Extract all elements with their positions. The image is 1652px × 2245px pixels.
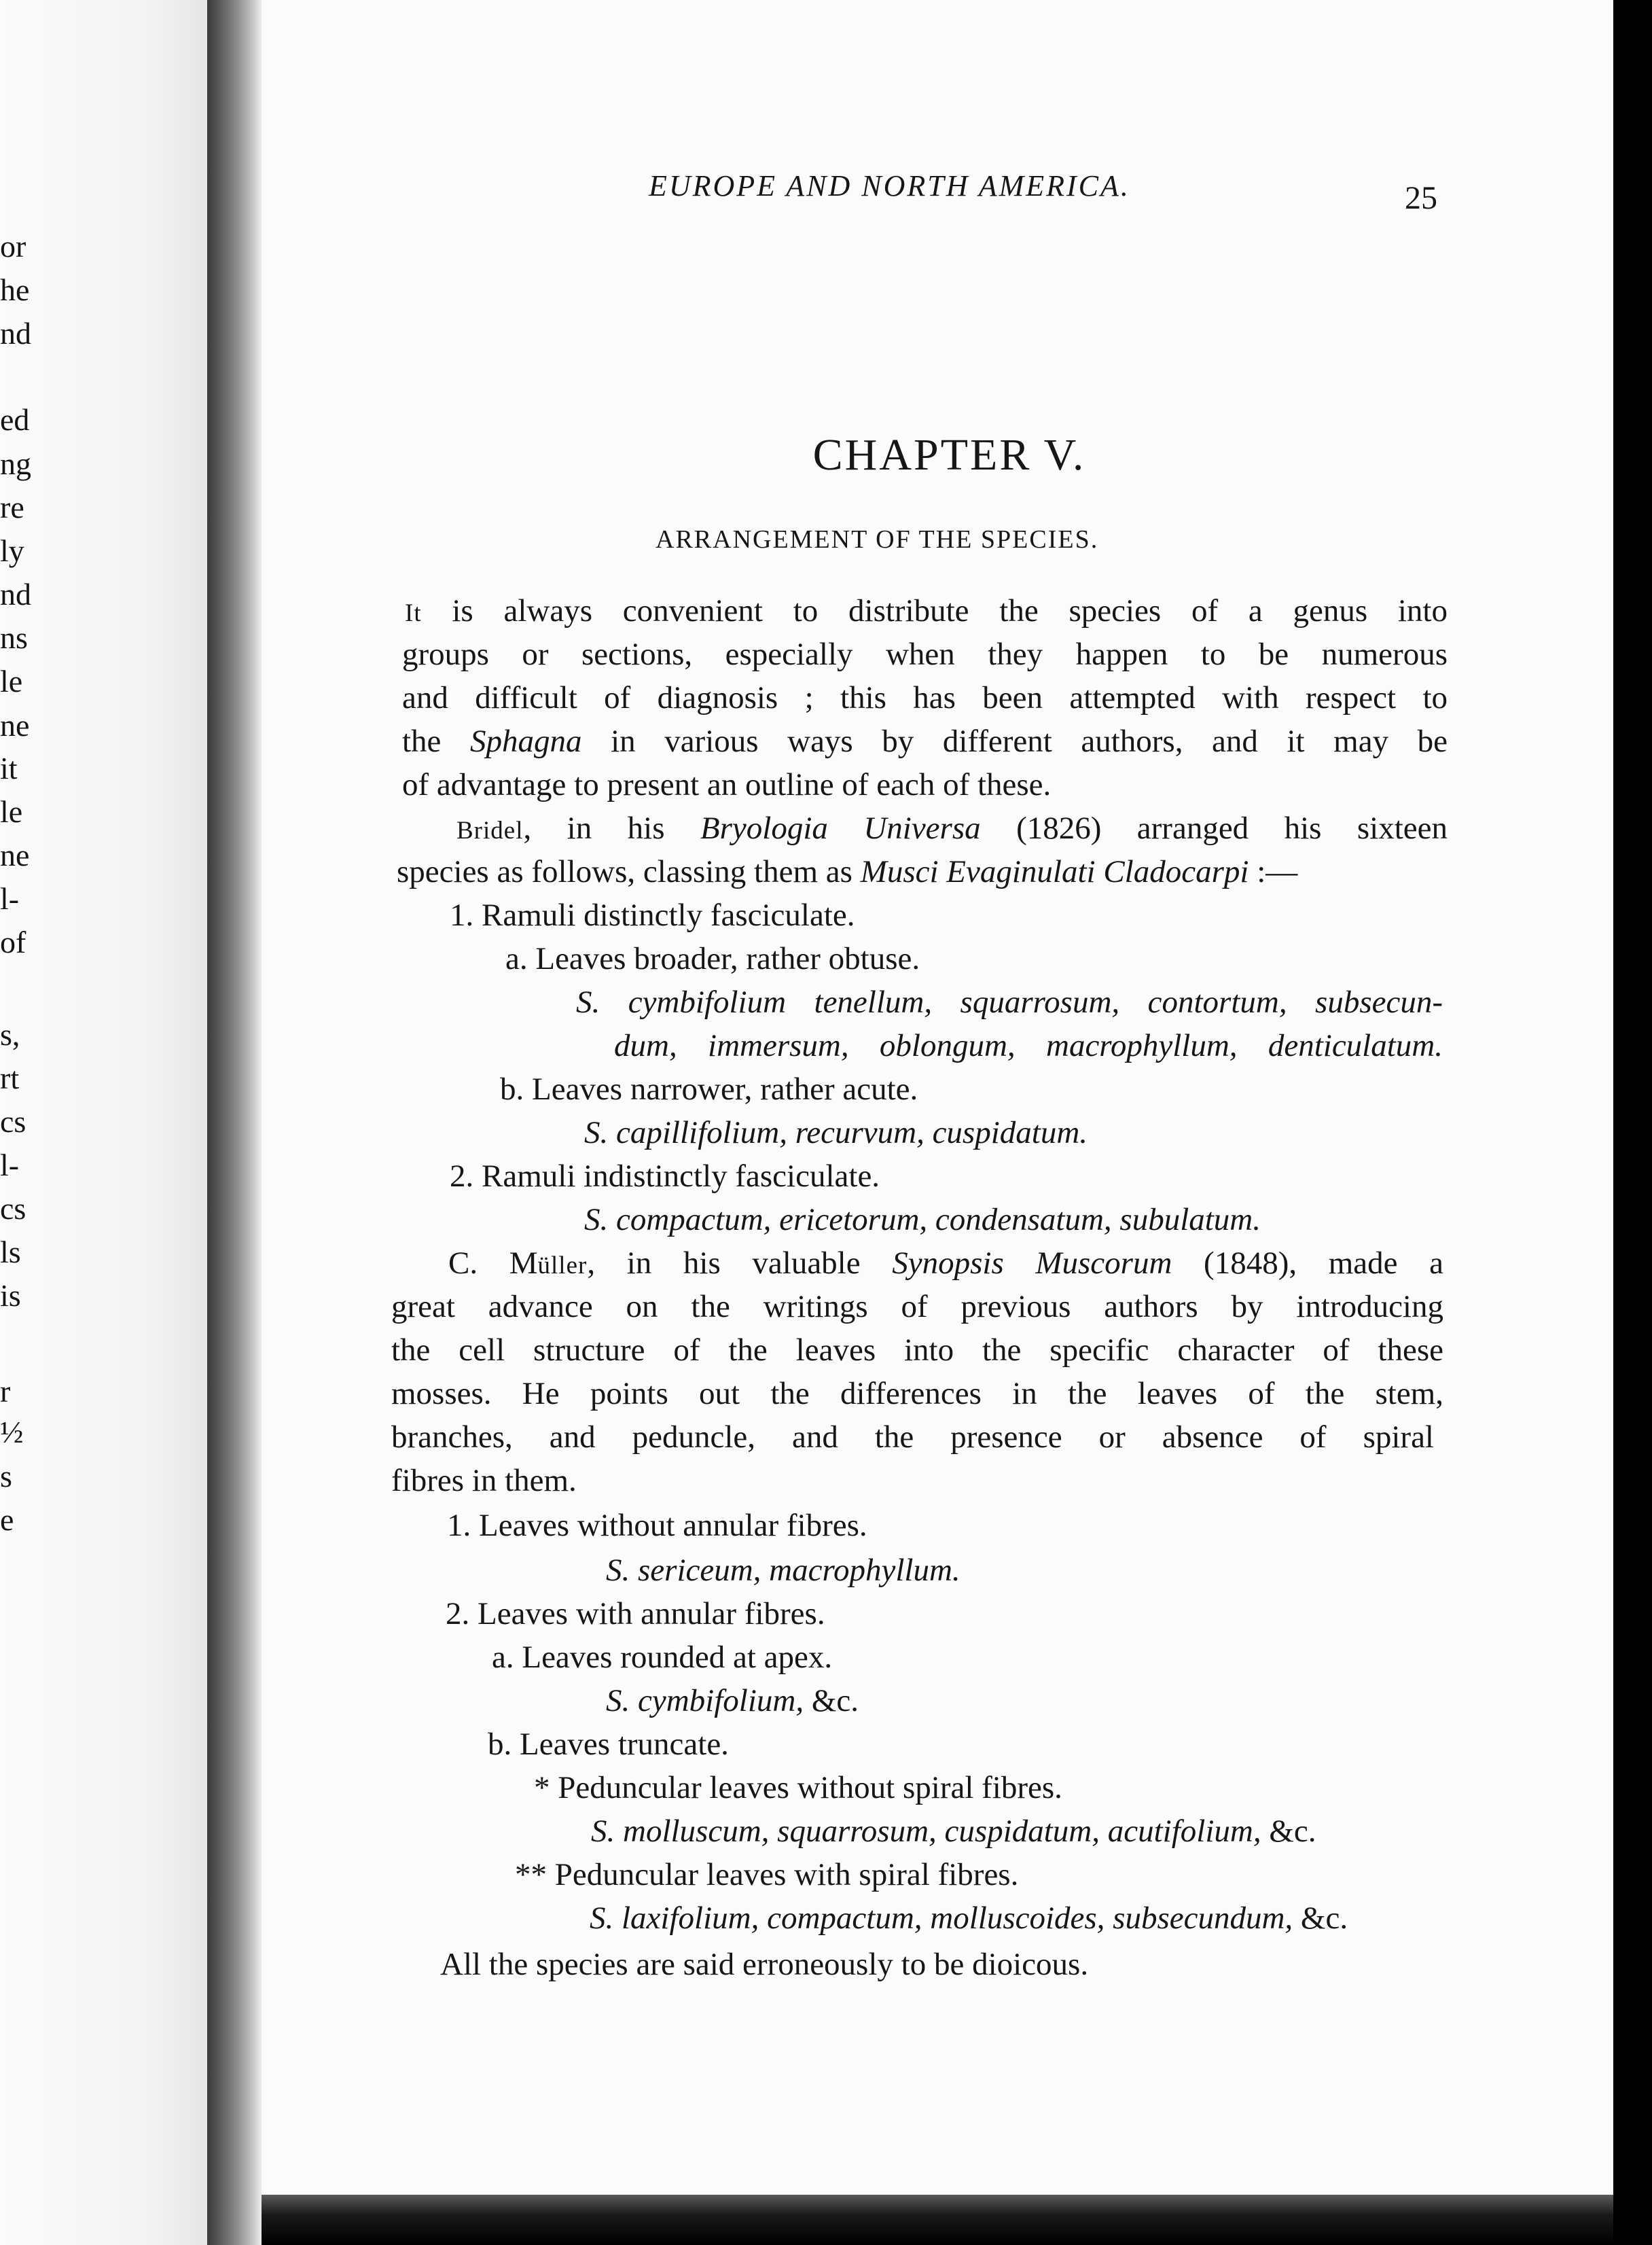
left-page-fragment: nd bbox=[0, 316, 31, 351]
para3-line2: great advance on the writings of previous authors by introducing bbox=[391, 1289, 1443, 1324]
left-page-fragment: s bbox=[0, 1459, 12, 1493]
bridel-author: Bridel bbox=[456, 817, 524, 845]
para2-line1-b: (1826) arranged his sixteen bbox=[980, 811, 1448, 846]
left-page-fragment: ½ bbox=[0, 1415, 24, 1449]
left-page-fragment: he bbox=[0, 272, 30, 307]
para3-line1-italic: Synopsis Muscorum bbox=[892, 1245, 1172, 1281]
muller-item-2a-species-text: S. cymbifolium, bbox=[606, 1683, 804, 1718]
left-page-fragment: ne bbox=[0, 708, 30, 743]
para3-line1-a: , in his valuable bbox=[587, 1245, 893, 1281]
closing-line: All the species are said erroneously to be dioicous. bbox=[440, 1947, 1089, 1982]
scan-edge-bottom bbox=[262, 2195, 1613, 2245]
para3-line5: branches, and peduncle, and the presence or absence of spiral bbox=[391, 1419, 1434, 1455]
scan-edge-right bbox=[1613, 0, 1652, 2245]
muller-item-2b: b. Leaves truncate. bbox=[488, 1727, 729, 1762]
para1-line4-a: the bbox=[402, 724, 470, 759]
muller-item-2a: a. Leaves rounded at apex. bbox=[492, 1640, 833, 1675]
para3-line6: fibres in them. bbox=[391, 1463, 577, 1498]
muller-item-1: 1. Leaves without annular fibres. bbox=[447, 1508, 867, 1543]
para1-line5: of advantage to present an outline of each of these. bbox=[402, 767, 1052, 802]
muller-item-1-species-text: S. sericeum, macrophyllum. bbox=[606, 1553, 960, 1588]
left-page-fragment: or bbox=[0, 229, 26, 264]
para2-line2-italic: Musci Evaginulati Cladocarpi bbox=[860, 854, 1249, 889]
left-page-fragment: r bbox=[0, 1374, 11, 1409]
muller-star-2: ** Peduncular leaves with spiral fibres. bbox=[515, 1857, 1019, 1892]
para1-line1-text: is always convenient to distribute the species of a genus into bbox=[421, 593, 1448, 629]
left-page-fragment: ne bbox=[0, 838, 30, 872]
para2-line1 bbox=[456, 813, 1448, 845]
muller-item-2a-species bbox=[606, 1685, 859, 1717]
left-page-fragment: ed bbox=[0, 402, 30, 437]
left-page-fragment: ls bbox=[0, 1235, 21, 1269]
bridel-item-1b-species-text: S. capillifolium, recurvum, cuspidatum. bbox=[584, 1115, 1088, 1150]
bridel-item-1: 1. Ramuli distinctly fasciculate. bbox=[450, 898, 855, 933]
para2-line2-a: species as follows, classing them as bbox=[397, 854, 861, 889]
muller-author-initial: C. M bbox=[448, 1245, 538, 1281]
left-page-fragment: cs bbox=[0, 1104, 26, 1139]
left-page-fragment: of bbox=[0, 925, 26, 959]
muller-author: üller bbox=[537, 1252, 588, 1279]
para1-line1 bbox=[405, 595, 1448, 627]
left-page-fragment: it bbox=[0, 751, 18, 785]
left-page-fragment: l- bbox=[0, 1148, 20, 1182]
bridel-item-1b: b. Leaves narrower, rather acute. bbox=[500, 1072, 918, 1107]
left-page-fragment: is bbox=[0, 1278, 21, 1313]
para1-line4-italic: Sphagna bbox=[470, 724, 582, 759]
para1-line2: groups or sections, especially when they happen to be numerous bbox=[402, 637, 1448, 672]
chapter-subtitle: ARRANGEMENT OF THE SPECIES. bbox=[656, 525, 1099, 554]
left-facing-page bbox=[0, 0, 207, 2245]
page-number: 25 bbox=[1405, 180, 1437, 216]
chapter-title: CHAPTER V. bbox=[812, 430, 1086, 480]
para1-line4 bbox=[402, 726, 1448, 758]
left-page-fragment: le bbox=[0, 794, 23, 829]
bridel-item-1a-species-1 bbox=[576, 987, 1443, 1019]
binding-gutter bbox=[207, 0, 262, 2245]
bridel-item-1a-species-2 bbox=[614, 1030, 1443, 1062]
para3-line3: the cell structure of the leaves into the specific character of these bbox=[391, 1332, 1443, 1368]
left-page-fragment: nd bbox=[0, 577, 31, 612]
para3-line1-b: (1848), made a bbox=[1172, 1245, 1443, 1281]
bridel-item-2-species-text: S. compactum, ericetorum, condensatum, subulatum. bbox=[584, 1202, 1261, 1237]
muller-item-1-species bbox=[606, 1555, 960, 1587]
muller-star-2-species-text: S. laxifolium, compactum, molluscoides, subsecundum, bbox=[590, 1901, 1293, 1936]
muller-star-1-species-text: S. molluscum, squarrosum, cuspidatum, acutifolium, bbox=[591, 1814, 1261, 1849]
muller-star-2-species-tail: &c. bbox=[1293, 1901, 1348, 1936]
left-page-fragment: rt bbox=[0, 1061, 20, 1095]
left-page-fragment: re bbox=[0, 490, 24, 525]
bridel-item-1a-species-2-text: dum, immersum, oblongum, macrophyllum, denticulatum. bbox=[614, 1028, 1443, 1063]
para3-line1 bbox=[448, 1245, 1443, 1281]
left-page-fragment: ng bbox=[0, 446, 31, 481]
muller-star-1-species-tail: &c. bbox=[1261, 1814, 1316, 1849]
bridel-item-1a: a. Leaves broader, rather obtuse. bbox=[505, 941, 920, 976]
para2-line1-a: , in his bbox=[523, 811, 700, 846]
left-page-fragment: cs bbox=[0, 1191, 26, 1226]
para1-lead: It bbox=[405, 599, 422, 627]
muller-star-2-species bbox=[590, 1903, 1348, 1934]
left-page-fragment: le bbox=[0, 664, 23, 699]
para2-line2 bbox=[397, 856, 1297, 888]
left-page-fragment: e bbox=[0, 1502, 14, 1537]
left-page-fragment: ly bbox=[0, 533, 24, 568]
muller-item-2: 2. Leaves with annular fibres. bbox=[446, 1596, 825, 1631]
bridel-item-1a-species-1-text: S. cymbifolium tenellum, squarrosum, contortum, subsecun- bbox=[576, 985, 1443, 1020]
bridel-item-2-species bbox=[584, 1204, 1261, 1236]
left-page-fragment: ns bbox=[0, 620, 28, 655]
left-page-fragment: s, bbox=[0, 1017, 20, 1052]
bridel-item-2: 2. Ramuli indistinctly fasciculate. bbox=[450, 1159, 880, 1194]
para1-line4-b: in various ways by different authors, and it may be bbox=[581, 724, 1448, 759]
muller-star-1-species bbox=[591, 1816, 1316, 1848]
left-page-fragment: l- bbox=[0, 881, 20, 916]
bridel-item-1b-species bbox=[584, 1117, 1088, 1149]
para1-line3: and difficult of diagnosis ; this has been attempted with respect to bbox=[402, 680, 1448, 715]
para2-line2-b: :— bbox=[1249, 854, 1298, 889]
para2-line1-italic: Bryologia Universa bbox=[700, 811, 981, 846]
running-head: EUROPE AND NORTH AMERICA. bbox=[649, 169, 1130, 202]
muller-item-2a-species-tail: &c. bbox=[804, 1683, 859, 1718]
para3-line4: mosses. He points out the differences in the leaves of the stem, bbox=[391, 1376, 1443, 1411]
muller-star-1: * Peduncular leaves without spiral fibres. bbox=[534, 1770, 1062, 1805]
